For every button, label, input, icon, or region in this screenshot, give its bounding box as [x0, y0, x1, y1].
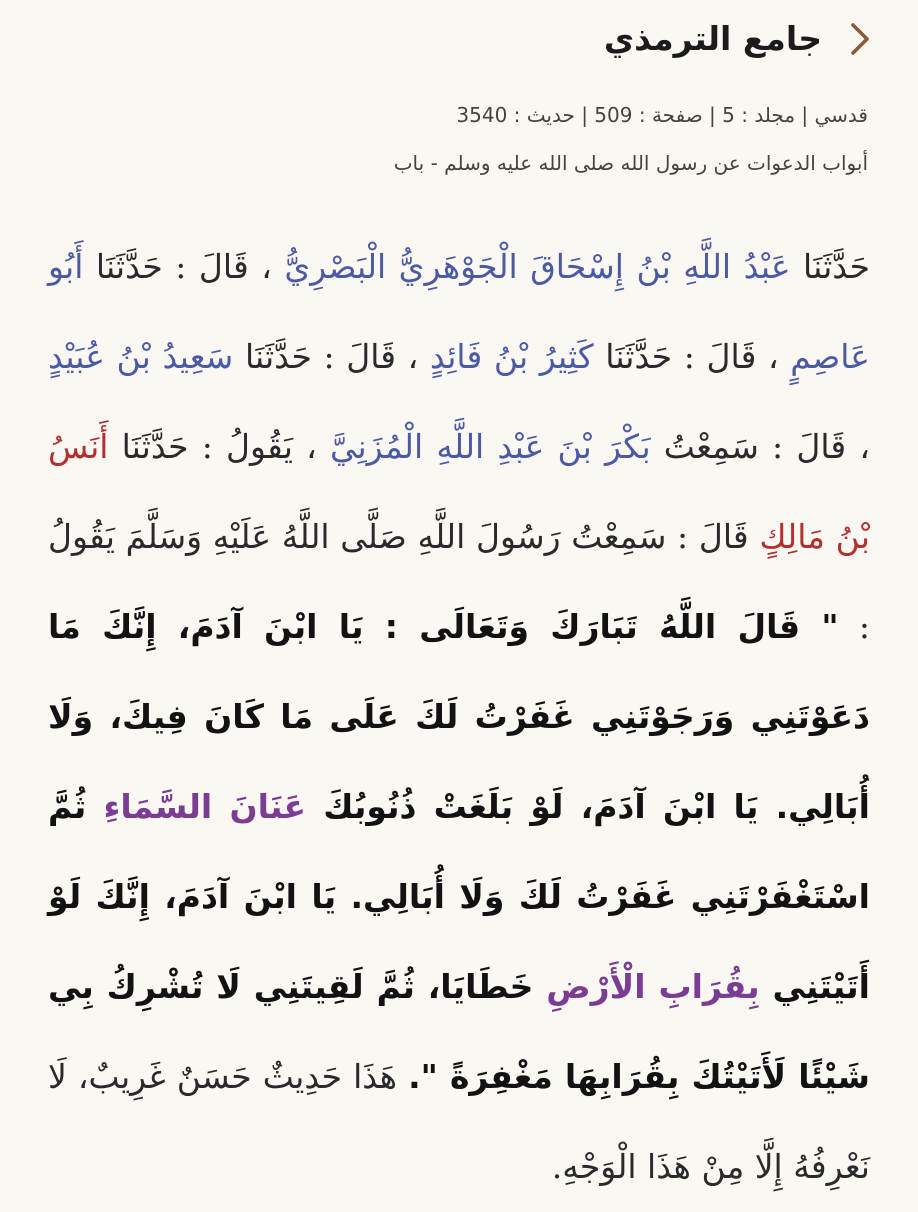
chain-text: ، قَالَ : حَدَّثَنَا [83, 247, 285, 286]
page-title: جامع الترمذي [603, 19, 822, 58]
chain-text: ، قَالَ : سَمِعْتُ [650, 427, 870, 466]
chain-text: قَالَ : سَمِعْتُ رَسُولَ اللَّهِ صَلَّى اللَّهُ عَلَيْهِ وَسَلَّمَ يَقُولُ : [48, 517, 870, 646]
matn-text: خَطَايَا، ثُمَّ لَقِيتَنِي لَا تُشْرِكُ بِي شَيْئًا لَأَتَيْتُكَ بِقُرَابِهَا مَغْفِرَةً ". [48, 967, 870, 1096]
chain-text: ، يَقُولُ : حَدَّثَنَا [108, 427, 330, 466]
narrator-link[interactable]: أَبُو عَاصِمٍ [48, 247, 870, 376]
chevron-right-icon [849, 21, 871, 57]
hadith-reference: قدسي | مجلد : 5 | صفحة : 509 | حديث : 3540 [456, 103, 868, 127]
chain-text: ، قَالَ : حَدَّثَنَا [233, 337, 430, 376]
matn-text: ثُمَّ اسْتَغْفَرْتَنِي غَفَرْتُ لَكَ وَلَا أُبَالِي. يَا ابْنَ آدَمَ، إِنَّكَ لَوْ أَتَيْتَنِي [48, 787, 870, 1006]
narrator-link[interactable]: كَثِيرُ بْنُ فَائِدٍ [429, 337, 594, 376]
term-link[interactable]: عَنَانَ السَّمَاءِ [103, 787, 307, 826]
term-link[interactable]: بِقُرَابِ الْأَرْضِ [546, 967, 760, 1006]
hadith-text [48, 222, 870, 1212]
back-button[interactable] [842, 14, 878, 64]
narrator-link[interactable]: بَكْرَ بْنَ عَبْدِ اللَّهِ الْمُزَنِيَّ [329, 427, 651, 466]
narrator-link[interactable]: عَبْدُ اللَّهِ بْنُ إِسْحَاقَ الْجَوْهَرِيُّ الْبَصْرِيُّ [284, 247, 791, 286]
companion-link[interactable]: أَنَسُ بْنُ مَالِكٍ [48, 427, 870, 556]
chain-text: حَدَّثَنَا [790, 247, 870, 286]
grading-text: هَذَا حَدِيثٌ حَسَنٌ غَرِيبٌ، لَا نَعْرِفُهُ إِلَّا مِنْ هَذَا الْوَجْهِ. [48, 1057, 870, 1186]
narrator-link[interactable]: سَعِيدُ بْنُ عُبَيْدٍ [48, 337, 234, 376]
top-bar [0, 0, 918, 82]
matn-text: " قَالَ اللَّهُ تَبَارَكَ وَتَعَالَى : يَا ابْنَ آدَمَ، إِنَّكَ مَا دَعَوْتَنِي وَرَجَوْتَنِي غَفَرْتُ لَكَ عَلَى مَا كَانَ فِيكَ، وَلَا أُبَالِي. يَا ابْنَ آدَمَ، لَوْ بَلَغَتْ ذُنُوبُكَ [48, 607, 870, 826]
chain-text: ، قَالَ : حَدَّثَنَا [593, 337, 791, 376]
chapter-title: أبواب الدعوات عن رسول الله صلى الله عليه وسلم - باب [393, 151, 868, 175]
